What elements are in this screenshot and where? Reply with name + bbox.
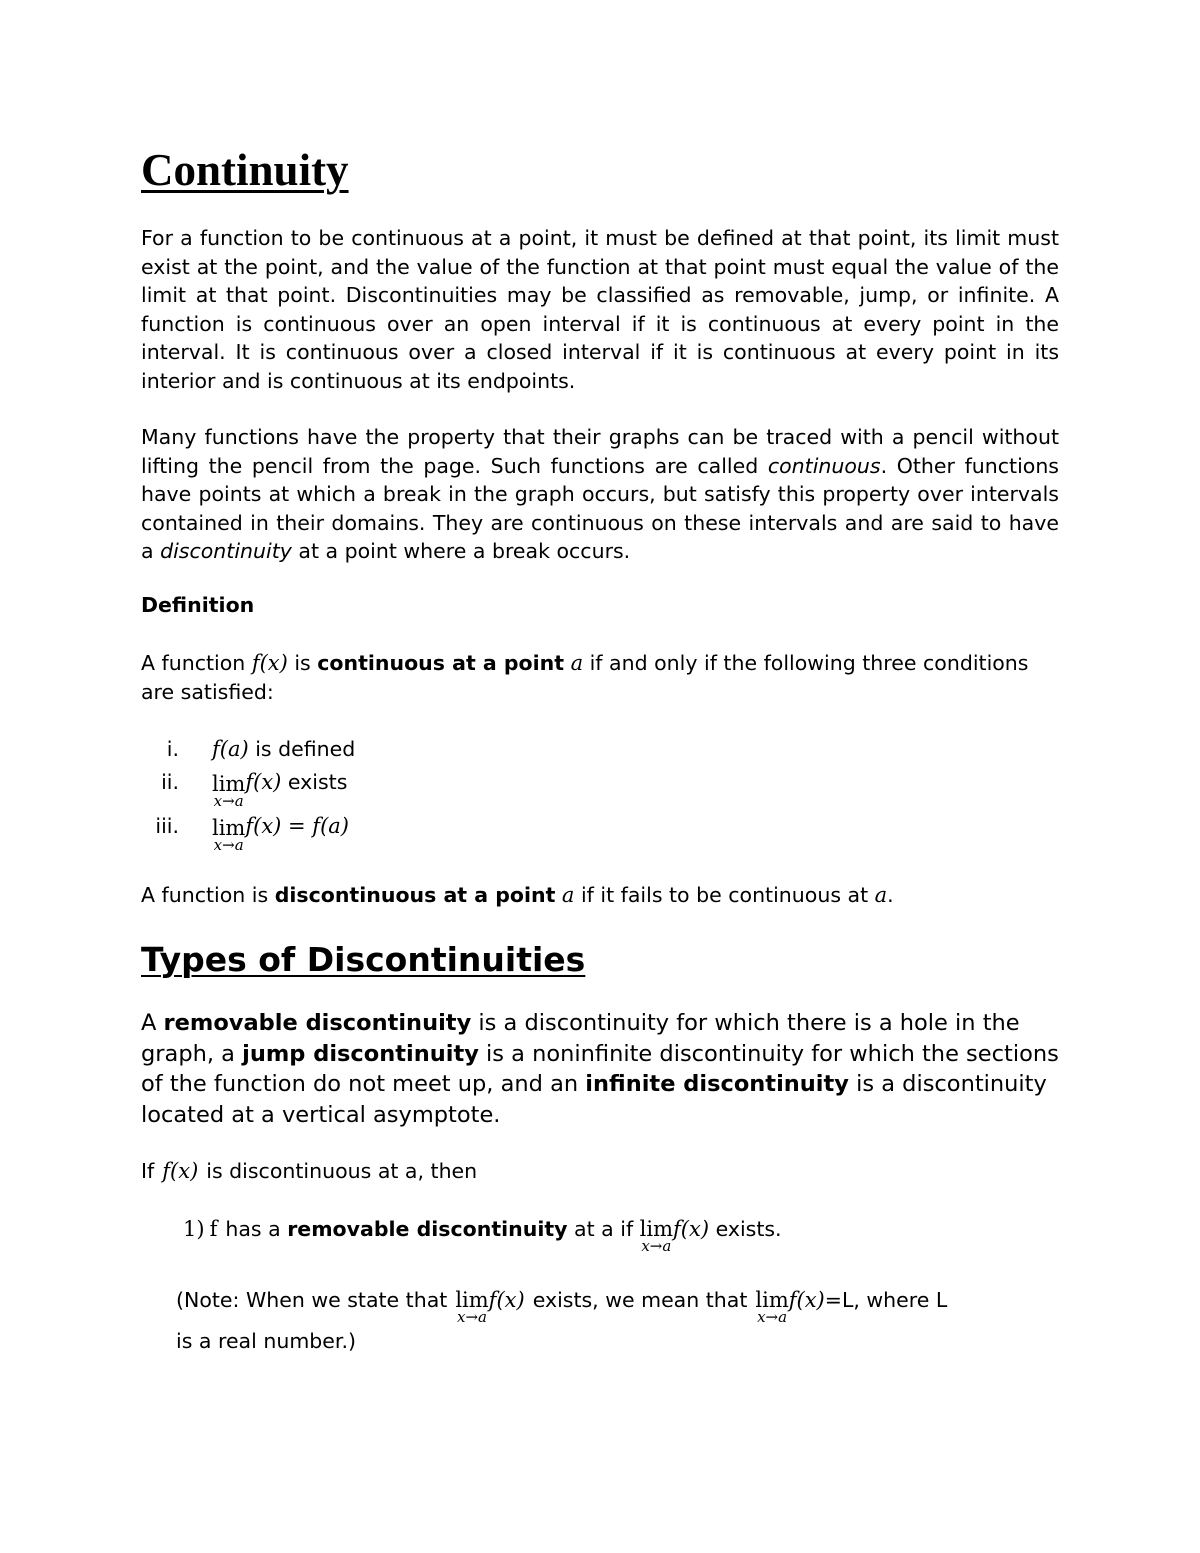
lim-word: lim: [755, 1288, 789, 1312]
condition-expression: [212, 737, 355, 761]
intro-paragraph: For a function to be continuous at a point, it must be defined at that point, its limit must exist at the point, and the value of the function at that point must equal the value of the limit at that point. Discontinuities may be classified as removable, jump, or infinite. A function is continuous over an open interval if it is continuous at every point in the interval. It is continuous over a closed interval if it is continuous at every point in its interior and is continuous at its endpoints.: [141, 226, 1059, 393]
discontinuous-paragraph: [141, 881, 1059, 910]
condition-text: is defined: [248, 737, 356, 761]
item-number: 1): [183, 1217, 205, 1241]
condition-number: iii.: [155, 814, 179, 838]
fx-expression: f(x): [162, 1159, 199, 1183]
definition-heading: Definition: [141, 593, 255, 617]
lim-subscript: x→a: [641, 1237, 672, 1255]
lim-subscript: x→a: [213, 836, 244, 854]
types-text-2: is a discontinuity for which there is a hole in the graph, a: [141, 1010, 1020, 1067]
discontinuous-post: if it fails to be continuous at: [574, 883, 875, 907]
if-word: If: [141, 1159, 155, 1183]
point-a: a: [570, 651, 584, 675]
lim-word: lim: [639, 1217, 674, 1241]
discontinuity-term: discontinuity: [160, 539, 292, 563]
lim-word: lim: [212, 816, 246, 840]
point-a: a: [874, 883, 888, 907]
types-paragraph: [141, 1008, 1059, 1130]
condition-number: i.: [166, 737, 179, 761]
types-text-1: A: [141, 1010, 164, 1036]
item-pre: has a: [225, 1217, 288, 1241]
condition-expression: [212, 770, 348, 810]
fx-expression: f(x): [788, 1288, 825, 1312]
discontinuous-at-point-term: discontinuous at a point: [274, 883, 556, 907]
definition-pre: A function: [141, 651, 252, 675]
jump-term: jump discontinuity: [242, 1040, 479, 1067]
definition-post: if and only if the following three conditions are satisfied:: [141, 651, 1029, 704]
condition-expression: [212, 814, 349, 854]
f-symbol: f: [209, 1217, 218, 1241]
note-mid: exists, we mean that: [532, 1288, 748, 1312]
lim-word: lim: [455, 1288, 489, 1312]
note-line: [176, 1286, 1094, 1326]
types-heading: Types of Discontinuities: [141, 940, 586, 979]
if-line: [141, 1157, 1059, 1186]
types-text-3: is a noninfinite discontinuity for which the sections of the function do not meet up, and an: [141, 1040, 1059, 1097]
removable-term: removable discontinuity: [163, 1010, 472, 1036]
discontinuous-end: .: [887, 883, 894, 907]
removable-item: [183, 1215, 1101, 1255]
fx-expression: f(x): [488, 1288, 525, 1312]
definition-paragraph: [141, 649, 1059, 706]
lim-subscript: x→a: [456, 1308, 487, 1326]
point-a: a: [561, 883, 575, 907]
lim-word: lim: [212, 772, 246, 796]
continuous-term: continuous: [767, 453, 881, 478]
fx-expression: f(x): [251, 651, 288, 675]
limit-operator: [639, 1215, 674, 1255]
pencil-paragraph-part2: . Other functions have points at which a break in the graph occurs, but satisfy this property over intervals contained in their domains. They are continuous on these intervals and are said to have a: [141, 453, 1059, 563]
removable-term: removable discontinuity: [287, 1217, 568, 1241]
fa-expression: f(a): [212, 737, 249, 761]
fx-expression: f(x): [245, 770, 282, 794]
if-line-text: is discontinuous at a, then: [206, 1159, 478, 1183]
lim-subscript: x→a: [213, 792, 244, 810]
page-title: Continuity: [141, 145, 349, 195]
note-post: =L, where L: [824, 1288, 948, 1312]
item-post: exists.: [709, 1217, 782, 1241]
limit-operator: [212, 814, 246, 854]
definition-is: is: [287, 651, 318, 675]
pencil-paragraph-part3: at a point where a break occurs.: [291, 539, 631, 563]
note-line-2: is a real number.): [176, 1329, 356, 1353]
condition-number: ii.: [161, 770, 179, 794]
infinite-term: infinite discontinuity: [585, 1071, 849, 1097]
pencil-paragraph-part1: Many functions have the property that their graphs can be traced with a pencil without lifting the pencil from the page. Such functions are called: [141, 425, 1059, 478]
item-mid: at a if: [567, 1217, 640, 1241]
fx-equals-fa-expression: f(x) = f(a): [245, 814, 349, 838]
lim-subscript: x→a: [757, 1308, 788, 1326]
limit-operator: [455, 1286, 489, 1326]
pencil-paragraph: [141, 423, 1059, 566]
condition-text: exists: [281, 770, 348, 794]
limit-operator: [755, 1286, 789, 1326]
fx-expression: f(x): [673, 1217, 710, 1241]
types-text-4: is a discontinuity located at a vertical asymptote.: [141, 1071, 1047, 1128]
discontinuous-pre: A function is: [141, 883, 275, 907]
continuous-at-point-term: continuous at a point: [317, 651, 565, 675]
limit-operator: [212, 770, 246, 810]
note-pre: (Note: When we state that: [176, 1288, 448, 1312]
